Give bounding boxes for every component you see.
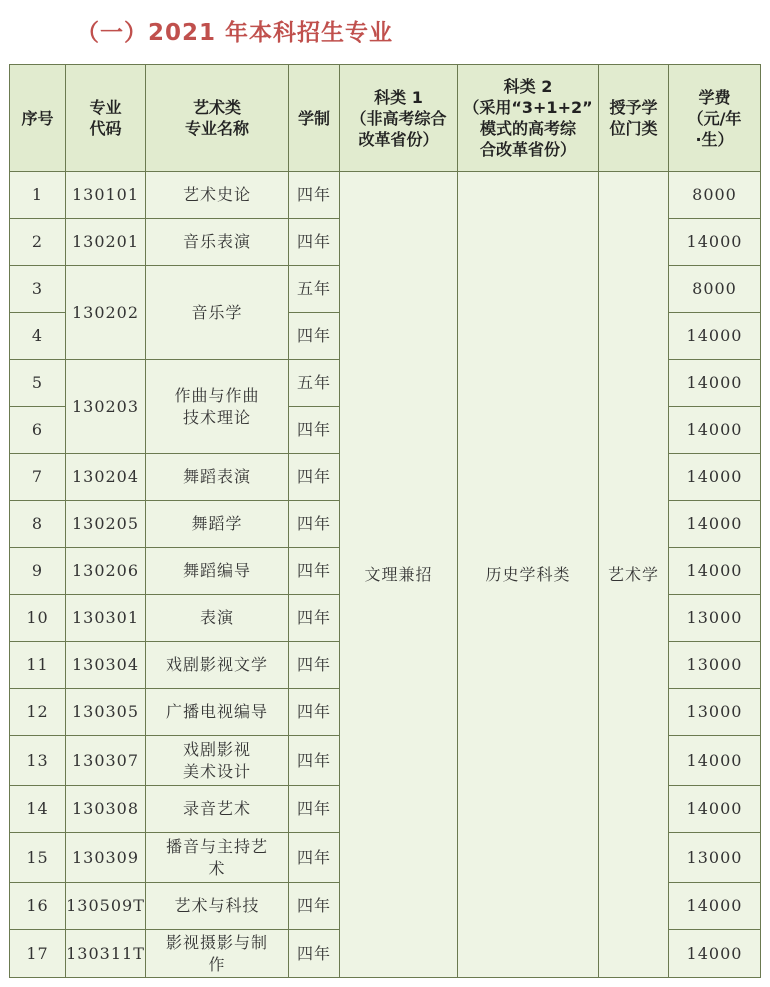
duration-cell: 四年 <box>289 689 340 736</box>
seq-cell: 9 <box>10 548 66 595</box>
code-cell: 130101 <box>66 172 146 219</box>
text-line: 舞蹈学 <box>191 514 243 533</box>
code-cell: 130304 <box>66 642 146 689</box>
fee-cell: 8000 <box>669 266 761 313</box>
code-cell: 130305 <box>66 689 146 736</box>
table-row <box>10 172 761 219</box>
duration-cell: 四年 <box>289 313 340 360</box>
seq-cell: 15 <box>10 833 66 883</box>
text-line: 合改革省份） <box>479 140 576 159</box>
major-name-cell <box>146 454 289 501</box>
seq-cell: 3 <box>10 266 66 313</box>
text-line: 学制 <box>297 108 330 128</box>
header-cat2 <box>458 65 599 172</box>
header-row <box>10 65 761 172</box>
seq-cell: 6 <box>10 407 66 454</box>
fee-cell: 14000 <box>669 501 761 548</box>
seq-cell: 7 <box>10 454 66 501</box>
code-cell: 130308 <box>66 786 146 833</box>
text-line: 学费 <box>698 87 731 107</box>
code-cell: 130301 <box>66 595 146 642</box>
header-name <box>146 65 289 172</box>
seq-cell: 14 <box>10 786 66 833</box>
major-name-cell <box>146 689 289 736</box>
header-seq <box>10 65 66 172</box>
header-cat1 <box>340 65 458 172</box>
header-fee <box>669 65 761 172</box>
duration-cell: 四年 <box>289 219 340 266</box>
text-line: 专业 <box>89 98 122 117</box>
text-line: 作曲与作曲 <box>174 385 260 405</box>
fee-cell: 13000 <box>669 642 761 689</box>
major-name-cell <box>146 930 289 978</box>
duration-cell: 四年 <box>289 930 340 978</box>
text-line: 音乐表演 <box>182 232 251 251</box>
text-line: （元/年 <box>687 108 742 128</box>
text-line: 模式的高考综 <box>479 119 576 138</box>
text-line: 位门类 <box>609 119 658 138</box>
fee-cell: 13000 <box>669 833 761 883</box>
seq-cell: 2 <box>10 219 66 266</box>
text-line: 作 <box>208 954 226 974</box>
duration-cell: 五年 <box>289 266 340 313</box>
seq-cell: 12 <box>10 689 66 736</box>
text-line: 美术设计 <box>182 761 251 781</box>
fee-cell: 14000 <box>669 930 761 978</box>
fee-cell: 14000 <box>669 786 761 833</box>
duration-cell: 四年 <box>289 642 340 689</box>
text-line: 录音艺术 <box>182 799 251 818</box>
duration-cell: 四年 <box>289 501 340 548</box>
text-line: 代码 <box>89 119 122 138</box>
fee-cell: 14000 <box>669 736 761 786</box>
text-line: （非高考综合 <box>350 108 447 128</box>
text-line: 表演 <box>199 608 234 627</box>
major-name-cell <box>146 736 289 786</box>
fee-cell: 14000 <box>669 360 761 407</box>
major-name-cell <box>146 833 289 883</box>
duration-cell: 四年 <box>289 454 340 501</box>
code-cell: 130201 <box>66 219 146 266</box>
fee-cell: 14000 <box>669 883 761 930</box>
duration-cell: 四年 <box>289 786 340 833</box>
text-line: （采用“3+1+2” <box>463 98 593 117</box>
text-line: 广播电视编导 <box>165 702 268 721</box>
code-cell: 130206 <box>66 548 146 595</box>
text-line: 舞蹈编导 <box>182 561 251 580</box>
header-degree <box>599 65 669 172</box>
major-name-cell <box>146 786 289 833</box>
fee-cell: 13000 <box>669 595 761 642</box>
text-line: 序号 <box>21 108 54 128</box>
duration-cell: 四年 <box>289 736 340 786</box>
code-cell: 130202 <box>66 266 146 360</box>
code-cell: 130203 <box>66 360 146 454</box>
seq-cell: 10 <box>10 595 66 642</box>
major-name-cell <box>146 642 289 689</box>
cat1-merged-cell: 文理兼招 <box>340 172 458 978</box>
code-cell: 130311T <box>66 930 146 978</box>
fee-cell: 14000 <box>669 407 761 454</box>
header-duration <box>289 65 340 172</box>
fee-cell: 13000 <box>669 689 761 736</box>
text-line: 音乐学 <box>191 302 243 322</box>
header-code <box>66 65 146 172</box>
cat2-merged-cell: 历史学科类 <box>458 172 599 978</box>
duration-cell: 四年 <box>289 833 340 883</box>
text-line: 艺术史论 <box>182 185 251 204</box>
major-name-cell <box>146 548 289 595</box>
seq-cell: 11 <box>10 642 66 689</box>
fee-cell: 14000 <box>669 548 761 595</box>
fee-cell: 14000 <box>669 219 761 266</box>
duration-cell: 四年 <box>289 883 340 930</box>
text-line: 授予学 <box>609 98 658 117</box>
seq-cell: 5 <box>10 360 66 407</box>
fee-cell: 14000 <box>669 313 761 360</box>
fee-cell: 8000 <box>669 172 761 219</box>
section-title: （一）2021 年本科招生专业 <box>76 20 394 46</box>
text-line: 术 <box>208 858 226 878</box>
duration-cell: 四年 <box>289 595 340 642</box>
text-line: 专业名称 <box>184 119 249 138</box>
major-name-cell <box>146 360 289 454</box>
seq-cell: 13 <box>10 736 66 786</box>
duration-cell: 四年 <box>289 172 340 219</box>
text-line: 艺术与科技 <box>174 896 260 915</box>
code-cell: 130204 <box>66 454 146 501</box>
fee-cell: 14000 <box>669 454 761 501</box>
text-line: 艺术类 <box>192 98 241 117</box>
seq-cell: 17 <box>10 930 66 978</box>
text-line: 科类 2 <box>503 77 553 96</box>
majors-table <box>9 64 761 978</box>
major-name-cell <box>146 266 289 360</box>
duration-cell: 四年 <box>289 407 340 454</box>
text-line: 戏剧影视文学 <box>165 655 268 674</box>
text-line: 舞蹈表演 <box>182 467 251 486</box>
major-name-cell <box>146 883 289 930</box>
text-line: 改革省份） <box>358 129 439 149</box>
code-cell: 130205 <box>66 501 146 548</box>
seq-cell: 8 <box>10 501 66 548</box>
seq-cell: 16 <box>10 883 66 930</box>
code-cell: 130309 <box>66 833 146 883</box>
text-line: 科类 1 <box>374 87 423 107</box>
major-name-cell <box>146 172 289 219</box>
code-cell: 130307 <box>66 736 146 786</box>
duration-cell: 五年 <box>289 360 340 407</box>
text-line: ·生） <box>695 129 734 149</box>
text-line: 戏剧影视 <box>182 739 251 759</box>
text-line: 播音与主持艺 <box>165 836 268 856</box>
major-name-cell <box>146 501 289 548</box>
duration-cell: 四年 <box>289 548 340 595</box>
degree-merged-cell: 艺术学 <box>599 172 669 978</box>
text-line: 技术理论 <box>182 407 251 427</box>
major-name-cell <box>146 219 289 266</box>
code-cell: 130509T <box>66 883 146 930</box>
text-line: 影视摄影与制 <box>165 932 268 952</box>
seq-cell: 1 <box>10 172 66 219</box>
seq-cell: 4 <box>10 313 66 360</box>
major-name-cell <box>146 595 289 642</box>
